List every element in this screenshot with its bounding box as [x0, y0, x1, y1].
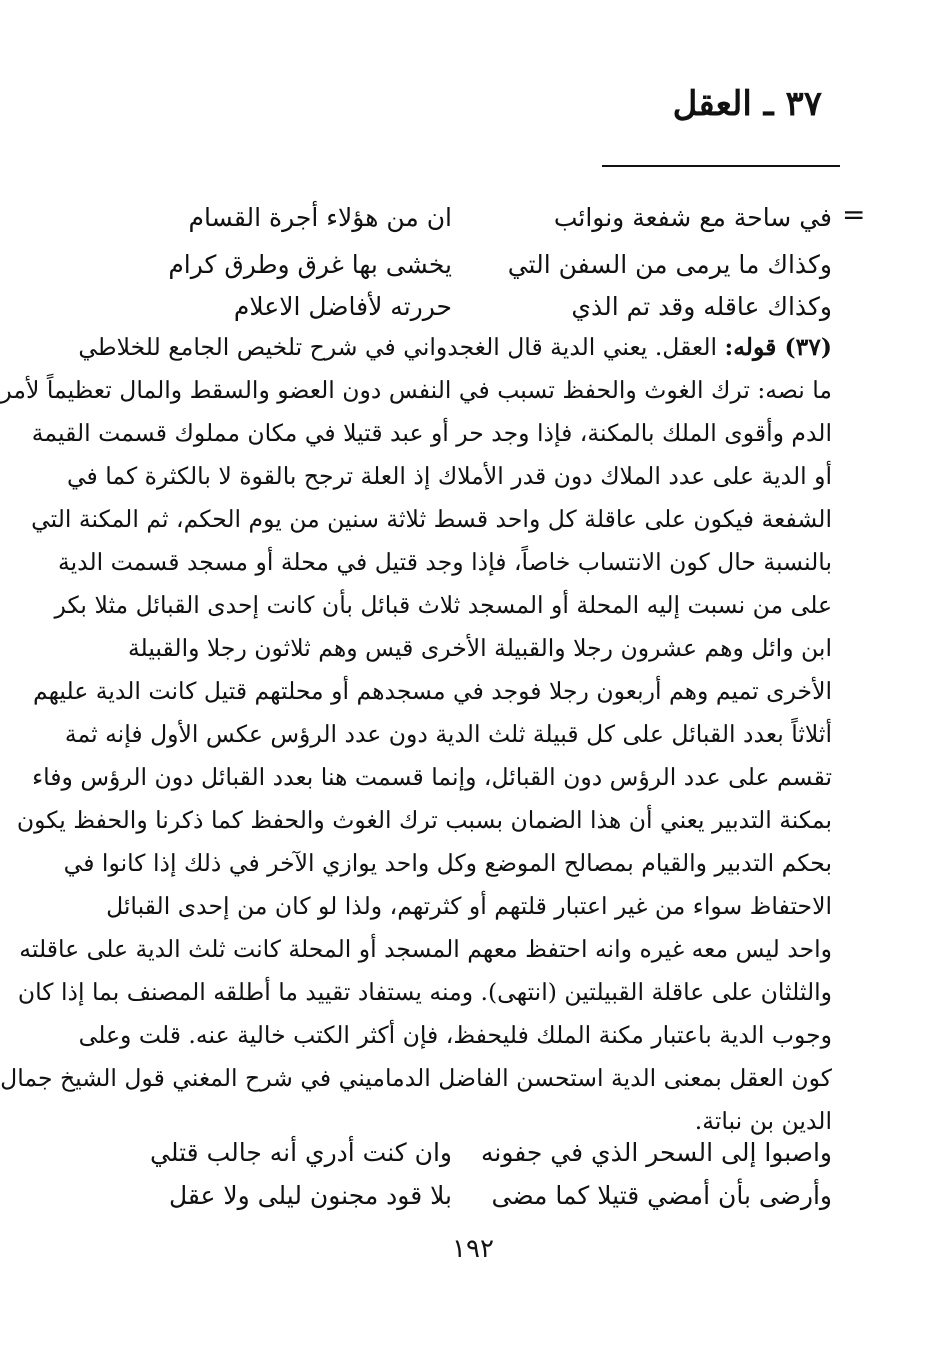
verse-first-hemistich: وأرضى بأن أمضي قتيلا كما مضى — [491, 1181, 832, 1210]
prose-line: الأخرى تميم وهم أربعون رجلا فوجد في مسجدهم أو محلتهم قتيل كانت الدية عليهم — [32, 677, 832, 705]
verse-second-hemistich: بلا قود مجنون ليلى ولا عقل — [168, 1181, 452, 1210]
verse-second-hemistich: حررته لأفاضل الاعلام — [233, 292, 452, 321]
verse-line — [112, 285, 832, 329]
prose-line: والثلثان على عاقلة القبيلتين (انتهى). ومنه يستفاد تقييد ما أطلقه المصنف بما إذا كان — [17, 978, 832, 1006]
prose-line: على من نسبت إليه المحلة أو المسجد ثلاث قبائل بأن كانت إحدى القبائل مثلا بكر — [54, 591, 832, 619]
prose-line: الدين بن نباتة. — [694, 1107, 832, 1135]
prose-line: ما نصه: ترك الغوث والحفظ تسبب في النفس دون العضو والسقط والمال تعظيماً لأمر — [0, 376, 832, 404]
prose-line: كون العقل بمعنى الدية استحسن الفاضل الدماميني في شرح المغني قول الشيخ جمال — [0, 1064, 832, 1092]
prose-line: وجوب الدية باعتبار مكنة الملك فليحفظ، فإن أكثر الكتب خالية عنه. قلت وعلى — [78, 1021, 832, 1049]
prose-line: أو الدية على عدد الملاك دون قدر الأملاك إذ العلة ترجح بالقوة لا بالكثرة كما في — [66, 462, 832, 490]
verse-first-hemistich: واصبوا إلى السحر الذي في جفونه — [480, 1138, 832, 1167]
prose-line: الاحتفاظ سواء من غير اعتبار قلتهم أو كثرتهم، ولذا لو كان من إحدى القبائل — [106, 892, 832, 920]
verse-second-hemistich: ان من هؤلاء أجرة القسام — [188, 203, 452, 232]
prose-line: (٣٧) قوله: العقل. يعني الدية قال الغجدواني في شرح تلخيص الجامع للخلاطي — [78, 333, 832, 361]
verse-line — [112, 1131, 832, 1175]
prose-line: بمكنة التدبير يعني أن هذا الضمان بسبب ترك الغوث والحفظ كما ذكرنا والحفظ يكون — [16, 806, 832, 834]
prose-line: واحد ليس معه غيره وانه احتفظ معهم المسجد أو المحلة كانت ثلث الدية على عاقلته — [19, 935, 832, 963]
verse-line — [112, 243, 832, 287]
prose-line: تقسم على عدد الرؤس دون القبائل، وإنما قسمت هنا بعدد القبائل دون الرؤس وفاء — [32, 763, 832, 791]
verse-first-hemistich: وكذاك ما يرمى من السفن التي — [507, 250, 832, 279]
page-number: ١٩٢ — [452, 1234, 494, 1264]
prose-line: الشفعة فيكون على عاقلة كل واحد قسط ثلاثة سنين من يوم الحكم، ثم المكنة التي — [31, 505, 832, 533]
verse-second-hemistich: وان كنت أدري أنه جالب قتلي — [150, 1138, 452, 1167]
continuation-mark: = — [842, 198, 866, 231]
verse-line — [112, 1174, 832, 1218]
title-underline — [602, 165, 840, 167]
verse-line — [112, 196, 832, 240]
prose-line: الدم وأقوى الملك بالمكنة، فإذا وجد حر أو عبد قتيلا في مكان مملوك قسمت القيمة — [31, 419, 832, 447]
prose-line: ابن وائل وهم عشرون رجلا والقبيلة الأخرى قيس وهم ثلاثون رجلا والقبيلة — [127, 634, 832, 662]
verse-first-hemistich: في ساحة مع شفعة ونوائب — [553, 203, 832, 232]
verse-first-hemistich: وكذاك عاقله وقد تم الذي — [571, 292, 832, 321]
verse-second-hemistich: يخشى بها غرق وطرق كرام — [168, 250, 452, 279]
prose-line: بالنسبة حال كون الانتساب خاصاً، فإذا وجد قتيل في محلة أو مسجد قسمت الدية — [58, 548, 832, 576]
commentary-text — [0, 326, 832, 1143]
prose-line: أثلاثاً بعدد القبائل على كل قبيلة ثلث الدية دون عدد الرؤس عكس الأول فإنه ثمة — [64, 720, 832, 748]
note-lead: (٣٧) قوله: — [724, 333, 832, 361]
section-title: ٣٧ ـ العقل — [672, 84, 822, 124]
prose-line: بحكم التدبير والقيام بمصالح الموضع وكل واحد يوازي الآخر في ذلك إذا كانوا في — [63, 849, 832, 877]
